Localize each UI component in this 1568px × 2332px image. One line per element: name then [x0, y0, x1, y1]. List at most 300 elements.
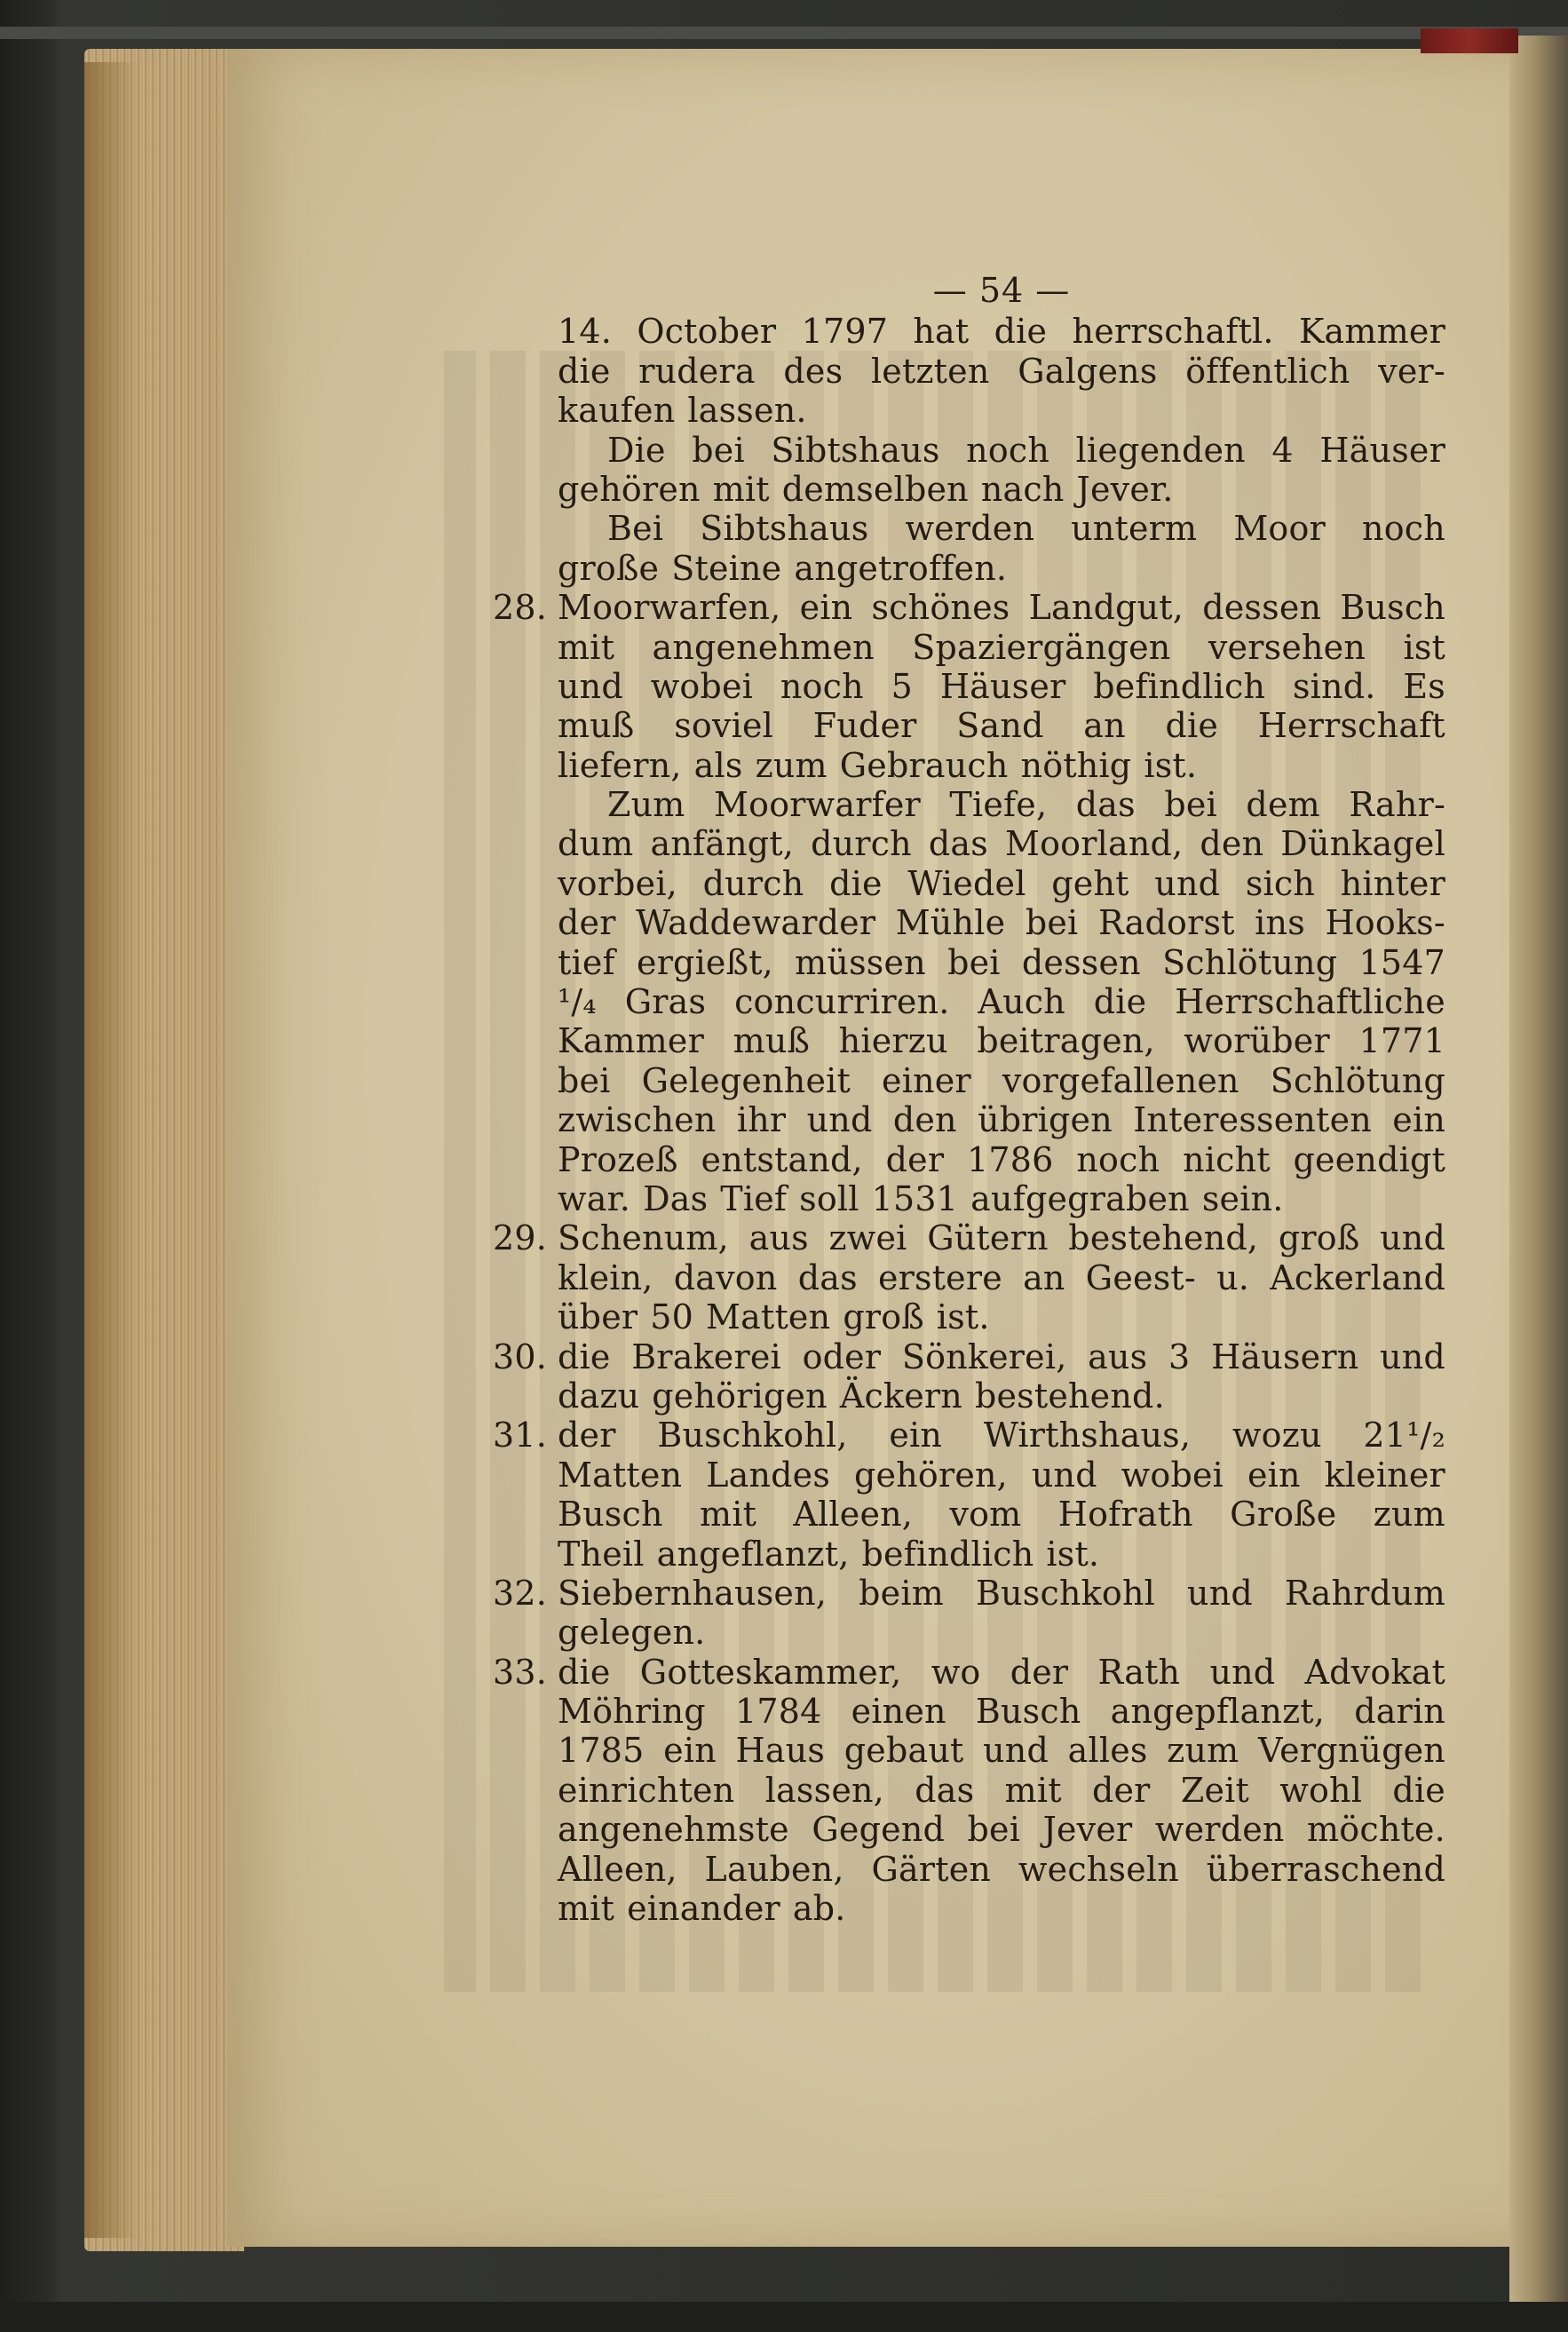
paragraph: [492, 1652, 1445, 1929]
word: Landgut,: [1028, 588, 1184, 628]
book-gutter: [1509, 36, 1568, 2309]
word: geendigt: [1293, 1139, 1445, 1179]
word: concurriren.: [734, 982, 950, 1022]
word: 14.: [558, 312, 613, 352]
word: möchte.: [1307, 1810, 1445, 1850]
word: nach: [980, 469, 1065, 509]
word: noch: [966, 430, 1050, 470]
word: Alleen,: [793, 1495, 914, 1535]
word: befindlich: [1093, 666, 1266, 706]
word: October: [637, 312, 777, 352]
text-line: [492, 588, 1445, 628]
word: dem: [1246, 785, 1320, 825]
entry-number: 32.: [492, 1573, 547, 1613]
word: hierzu: [838, 1021, 948, 1061]
word: bei: [1164, 785, 1217, 825]
word: Jever.: [1076, 469, 1174, 509]
text-line: [558, 1495, 1445, 1534]
word: Buschkohl,: [657, 1416, 848, 1456]
text-line: [558, 864, 1445, 903]
word: zwischen: [558, 1100, 717, 1140]
word: der: [558, 1416, 616, 1456]
word: Busch: [558, 1495, 663, 1535]
word: gebaut: [843, 1731, 964, 1771]
word: nöthig: [1020, 745, 1132, 785]
word: hat: [913, 312, 970, 352]
word: rudera: [638, 351, 756, 391]
word: vom: [949, 1495, 1022, 1535]
word: das: [1075, 785, 1136, 825]
word: über: [558, 1297, 638, 1337]
text-line: [558, 1613, 1445, 1652]
text-line: [558, 1889, 1445, 1928]
word: Schenum,: [558, 1218, 729, 1258]
word: und: [1380, 1218, 1445, 1258]
text-line: [558, 549, 1445, 588]
word: und: [558, 666, 623, 706]
word: gehörigen: [652, 1376, 828, 1416]
word: überraschend: [1206, 1849, 1445, 1889]
text-line: [558, 391, 1445, 430]
word: dessen: [1021, 942, 1141, 982]
word: hinter: [1340, 863, 1445, 903]
word: Busch: [975, 1692, 1081, 1732]
word: 1784: [734, 1692, 822, 1732]
word: Herrschaftliche: [1175, 982, 1445, 1022]
word: liegenden: [1075, 430, 1246, 470]
word: der: [1091, 1770, 1151, 1810]
text-line: [492, 1416, 1445, 1456]
word: bei: [692, 430, 745, 470]
word: zum: [1373, 1495, 1445, 1535]
word: gehören: [558, 469, 701, 509]
cover-bottom-edge: [0, 2302, 1568, 2332]
text-line: [558, 1456, 1445, 1495]
text-line: [558, 1100, 1445, 1139]
paragraph: [558, 312, 1445, 430]
word: mit: [712, 469, 770, 509]
page-header: [558, 271, 1445, 310]
word: 1797: [801, 312, 889, 352]
word: ihr: [736, 1100, 787, 1140]
text-line: [492, 1573, 1445, 1613]
word: zwei: [828, 1218, 907, 1258]
word: müssen: [795, 942, 926, 982]
word: Siebernhausen,: [558, 1573, 828, 1613]
word: Kammer: [1298, 312, 1445, 352]
word: 3: [1168, 1337, 1191, 1376]
text-line: [558, 431, 1445, 470]
word: Landes: [706, 1455, 831, 1495]
cover-top-edge: [0, 27, 1568, 39]
word: lassen.: [687, 391, 807, 431]
word: wechseln: [1018, 1849, 1179, 1889]
word: 4: [1271, 430, 1294, 470]
word: Das: [643, 1178, 709, 1218]
text-line: [558, 1850, 1445, 1889]
word: aus: [1088, 1337, 1148, 1376]
paragraph: [558, 785, 1445, 1218]
word: Fuder: [812, 706, 917, 746]
word: lassen,: [764, 1770, 884, 1810]
word: letzten: [870, 351, 990, 391]
word: der: [558, 903, 616, 943]
word: Möhring: [558, 1692, 706, 1732]
word: als: [693, 745, 743, 785]
word: wo: [931, 1652, 981, 1692]
word: die: [829, 863, 883, 903]
word: Advokat: [1304, 1652, 1445, 1692]
word: dum: [558, 824, 634, 864]
word: Herrschaft: [1257, 706, 1445, 746]
word: das: [915, 1770, 975, 1810]
word: einer: [882, 1060, 971, 1100]
word: an: [1023, 1257, 1065, 1297]
word: gelegen.: [558, 1613, 706, 1653]
word: Gütern: [927, 1218, 1049, 1258]
word: unterm: [1071, 509, 1198, 549]
word: groß: [843, 1297, 924, 1337]
word: ist.: [1144, 745, 1198, 785]
word: durch: [811, 824, 912, 864]
text-line: [558, 352, 1445, 391]
text-line: [558, 1061, 1445, 1100]
word: die: [558, 1337, 611, 1376]
word: die: [1392, 1770, 1445, 1810]
word: einander: [627, 1889, 780, 1929]
word: Häusern: [1211, 1337, 1359, 1376]
word: Moorland,: [1005, 824, 1184, 864]
paragraph: [492, 588, 1445, 785]
word: den: [892, 1100, 957, 1140]
word: angetroffen.: [794, 548, 1008, 588]
text-line: [558, 903, 1445, 942]
text-line: [558, 1692, 1445, 1731]
word: gehören,: [853, 1455, 1008, 1495]
word: Brakerei: [631, 1337, 781, 1376]
word: Sibtshaus: [771, 430, 940, 470]
word: dessen: [1202, 588, 1322, 628]
word: Häuser: [1319, 430, 1445, 470]
word: Tiefe,: [949, 785, 1048, 825]
text-line: [558, 824, 1445, 863]
word: nicht: [1183, 1139, 1271, 1179]
word: aufgegraben: [970, 1178, 1190, 1218]
word: 5: [891, 666, 913, 706]
word: Alleen,: [558, 1849, 677, 1889]
text-line: [558, 1376, 1445, 1416]
text-line: [558, 509, 1445, 548]
word: Matten: [706, 1297, 831, 1337]
text-line: [558, 1771, 1445, 1810]
word: die: [558, 351, 611, 391]
paragraph: [492, 1218, 1445, 1337]
word: noch: [1076, 1139, 1160, 1179]
paragraph: [492, 1416, 1445, 1574]
word: aus: [748, 1218, 809, 1258]
word: vorbei,: [558, 863, 677, 903]
word: und: [1031, 1455, 1097, 1495]
text-line: [492, 1652, 1445, 1692]
word: kleiner: [1324, 1455, 1445, 1495]
paragraph: [558, 431, 1445, 510]
word: bestehend,: [1068, 1218, 1259, 1258]
word: worüber: [1184, 1021, 1330, 1061]
word: ¹/₄: [558, 982, 597, 1022]
word: sein.: [1201, 1178, 1284, 1218]
word: einen: [851, 1692, 946, 1732]
word: ist.: [1046, 1534, 1100, 1574]
word: ist: [1403, 627, 1445, 667]
word: muß: [558, 706, 635, 746]
text-line: [558, 943, 1445, 982]
word: Kammer: [558, 1021, 704, 1061]
page-body: [492, 312, 1445, 1929]
paragraph: [492, 1573, 1445, 1653]
word: herrschaftl.: [1072, 312, 1274, 352]
word: den: [1200, 824, 1264, 864]
text-line: [558, 1179, 1445, 1218]
word: das: [797, 1257, 858, 1297]
word: Zum: [607, 785, 685, 825]
word: Vergnügen: [1258, 1731, 1445, 1771]
text-line: [558, 1258, 1445, 1297]
word: der: [885, 1139, 945, 1179]
word: Interessenten: [1133, 1100, 1372, 1140]
text-line: [558, 312, 1445, 351]
word: Moorwarfen,: [558, 588, 781, 628]
word: Es: [1403, 666, 1445, 706]
word: und: [1380, 1337, 1445, 1376]
word: Rath: [1097, 1652, 1181, 1692]
word: muß: [733, 1021, 811, 1061]
text-line: [558, 1140, 1445, 1179]
word: 1531: [871, 1178, 959, 1218]
word: Dünkagel: [1280, 824, 1445, 864]
word: Spaziergängen: [912, 627, 1171, 667]
word: ein: [799, 588, 853, 628]
word: anfängt,: [650, 824, 795, 864]
word: ein: [663, 1731, 717, 1771]
word: Matten: [558, 1455, 683, 1495]
word: Gärten: [871, 1849, 992, 1889]
word: versehen: [1208, 627, 1366, 667]
word: werden: [905, 509, 1035, 549]
word: ist.: [936, 1297, 990, 1337]
word: befindlich: [861, 1534, 1034, 1574]
word: oder: [802, 1337, 882, 1376]
word: angepflanzt,: [1110, 1692, 1326, 1732]
word: Hofrath: [1057, 1495, 1193, 1535]
word: Gelegenheit: [641, 1060, 851, 1100]
word: und: [983, 1731, 1049, 1771]
word: kaufen: [558, 391, 676, 431]
word: groß: [1278, 1218, 1360, 1258]
paragraph: [558, 509, 1445, 588]
word: Bei: [607, 509, 664, 549]
page-edge-shadow: [84, 62, 138, 2238]
text-line: [558, 1731, 1445, 1770]
word: Äckern: [839, 1376, 962, 1416]
word: ergießt,: [637, 942, 773, 982]
paragraph: [492, 1337, 1445, 1416]
word: Rahrdum: [1284, 1573, 1445, 1613]
word: Sönkerei,: [901, 1337, 1067, 1376]
word: öffentlich: [1185, 351, 1350, 391]
word: Sibtshaus: [700, 509, 869, 549]
entry-number: 31.: [492, 1416, 547, 1456]
word: ver-: [1378, 351, 1445, 391]
word: angenehmste: [558, 1810, 789, 1850]
word: zum: [1167, 1731, 1239, 1771]
text-line: [558, 706, 1445, 745]
word: wobei: [650, 666, 754, 706]
word: liefern,: [558, 745, 682, 785]
word: angenehmen: [652, 627, 875, 667]
word: Gras: [624, 982, 707, 1022]
page-number: — 54 —: [932, 271, 1071, 310]
word: ein: [1392, 1100, 1445, 1140]
word: erstere: [877, 1257, 1002, 1297]
word: wozu: [1231, 1416, 1322, 1456]
word: angeflanzt,: [656, 1534, 850, 1574]
word: Steine: [671, 548, 782, 588]
word: der: [1010, 1652, 1069, 1692]
word: werden: [1154, 1810, 1285, 1850]
word: sind.: [1292, 666, 1376, 706]
word: Häuser: [939, 666, 1066, 706]
word: bei: [1025, 903, 1079, 943]
word: zum: [755, 745, 828, 785]
page-text-block: [492, 271, 1445, 1929]
word: große: [558, 548, 660, 588]
word: die: [1165, 706, 1219, 746]
word: ein: [889, 1416, 943, 1456]
word: die: [558, 1652, 611, 1692]
word: 1786: [967, 1139, 1054, 1179]
text-line: [558, 1297, 1445, 1337]
entry-number: 33.: [492, 1652, 547, 1692]
text-line: [558, 982, 1445, 1021]
word: Wirthshaus,: [983, 1416, 1192, 1456]
word: Gotteskammer,: [639, 1652, 902, 1692]
word: 50: [650, 1297, 694, 1337]
word: Gegend: [812, 1810, 946, 1850]
word: das: [928, 824, 988, 864]
word: und: [1154, 863, 1221, 903]
text-line: [558, 667, 1445, 706]
word: Sand: [956, 706, 1044, 746]
word: bestehend.: [974, 1376, 1165, 1416]
word: noch: [780, 666, 864, 706]
word: mit: [558, 1889, 615, 1929]
entry-number: 28.: [492, 588, 547, 628]
word: klein,: [558, 1257, 653, 1297]
word: Lauben,: [704, 1849, 844, 1889]
word: 1547: [1358, 942, 1445, 982]
text-line: [492, 1337, 1445, 1376]
word: tief: [558, 942, 615, 982]
word: entstand,: [701, 1139, 863, 1179]
word: Theil: [558, 1534, 645, 1574]
word: Schlötung: [1162, 942, 1338, 982]
word: vorgefallenen: [1002, 1060, 1239, 1100]
word: Busch: [1340, 588, 1445, 628]
text-line: [558, 785, 1445, 824]
text-line: [492, 1218, 1445, 1258]
word: Moor: [1233, 509, 1326, 549]
text-line: [558, 1021, 1445, 1060]
word: an: [1083, 706, 1126, 746]
word: Zeit: [1180, 1770, 1249, 1810]
word: die: [994, 312, 1048, 352]
text-line: [558, 470, 1445, 509]
word: bei: [558, 1060, 611, 1100]
word: 1785: [558, 1731, 645, 1771]
word: die: [1093, 982, 1147, 1022]
word: schönes: [871, 588, 1010, 628]
word: Mühle: [895, 903, 1006, 943]
word: war.: [558, 1178, 631, 1218]
entry-number: 30.: [492, 1337, 547, 1376]
text-line: [558, 1535, 1445, 1574]
word: mit: [558, 627, 615, 667]
word: des: [783, 351, 843, 391]
word: dazu: [558, 1376, 640, 1416]
entry-number: 29.: [492, 1218, 547, 1258]
word: Haus: [735, 1731, 826, 1771]
word: u.: [1216, 1257, 1250, 1297]
word: Geest-: [1085, 1257, 1196, 1297]
word: 1771: [1358, 1021, 1445, 1061]
word: Schlötung: [1270, 1060, 1445, 1100]
word: sich: [1245, 863, 1316, 903]
word: beitragen,: [977, 1021, 1155, 1061]
word: demselben: [781, 469, 969, 509]
word: und: [1209, 1652, 1276, 1692]
word: bei: [947, 942, 1001, 982]
text-line: [558, 1810, 1445, 1849]
cover-red-edge: [1421, 28, 1518, 53]
word: alles: [1067, 1731, 1148, 1771]
text-line: [558, 746, 1445, 785]
word: Buschkohl: [975, 1573, 1155, 1613]
word: soll: [799, 1178, 859, 1218]
word: Tief: [720, 1178, 788, 1218]
word: Jever: [1042, 1810, 1133, 1850]
word: geht: [1051, 863, 1129, 903]
word: ins: [1255, 903, 1305, 943]
word: Wiedel: [907, 863, 1026, 903]
word: bei: [967, 1810, 1021, 1850]
word: Rahr-: [1349, 785, 1445, 825]
word: Auch: [978, 982, 1065, 1022]
word: übrigen: [978, 1100, 1113, 1140]
word: noch: [1362, 509, 1445, 549]
word: Ackerland: [1270, 1257, 1445, 1297]
word: darin: [1354, 1692, 1445, 1732]
text-line: [558, 628, 1445, 667]
word: Hooks-: [1325, 903, 1445, 943]
word: wohl: [1279, 1770, 1363, 1810]
word: mit: [700, 1495, 757, 1535]
word: Die: [607, 430, 666, 470]
word: Prozeß: [558, 1139, 678, 1179]
word: Waddewarder: [636, 903, 876, 943]
word: Galgens: [1018, 351, 1158, 391]
word: beim: [859, 1573, 944, 1613]
word: Radorst: [1097, 903, 1235, 943]
